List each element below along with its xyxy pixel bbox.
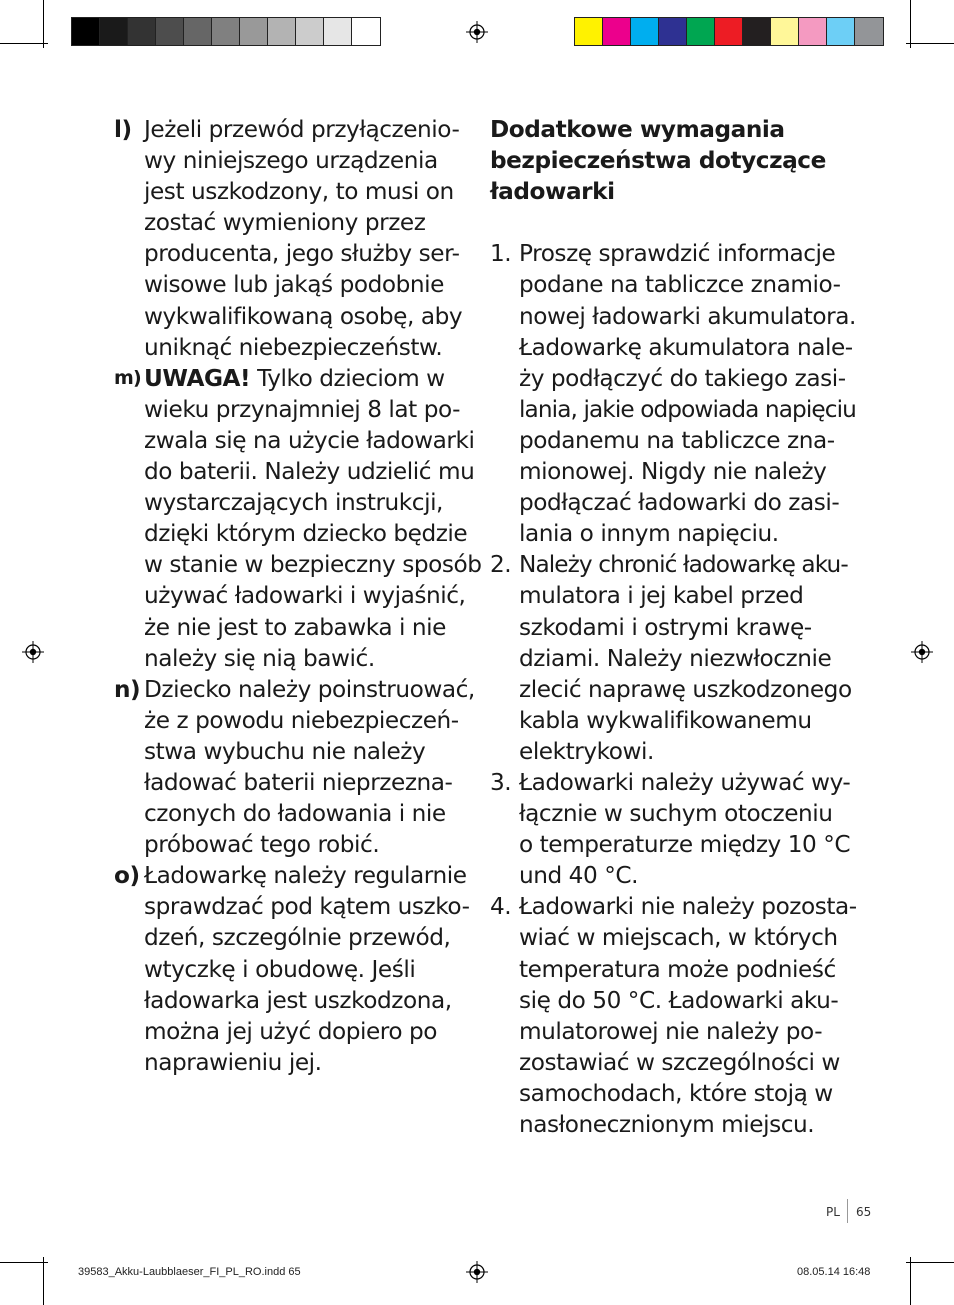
heading-line: bezpieczeństwa dotyczące xyxy=(490,147,826,175)
heading-line: Dodatkowe wymagania xyxy=(490,116,785,143)
color-swatch xyxy=(575,18,603,45)
item-line: używać ładowarki i wyjaśnić, xyxy=(144,582,466,610)
item-line: należy się nią bawić. xyxy=(144,644,375,672)
item-line: zostać wymieniony przez xyxy=(144,209,426,237)
item-line: zwala się na użycie ładowarki xyxy=(144,426,475,454)
registration-mark-left xyxy=(22,641,44,663)
item-line: w stanie w bezpieczny sposób xyxy=(144,551,482,579)
item-number: 4. xyxy=(490,893,512,921)
color-swatch xyxy=(799,18,827,45)
item-line: do baterii. Należy udzielić mu xyxy=(144,458,475,486)
gray-swatch xyxy=(184,18,212,45)
registration-mark-bottom xyxy=(466,1261,488,1283)
item-line: że z powodu niebezpieczeń- xyxy=(144,706,459,734)
item-line: wieku przynajmniej 8 lat po- xyxy=(144,395,461,423)
numbered-item-4 xyxy=(490,891,857,1140)
grayscale-color-bar xyxy=(71,17,381,46)
item-line: dzeń, szczególnie przewód, xyxy=(144,924,451,952)
item-line: się do 50 °C. Ładowarki aku- xyxy=(519,986,839,1014)
item-line: wiać w miejscach, w których xyxy=(519,924,838,952)
item-number: 2. xyxy=(490,551,512,579)
item-line: ładować baterii nieprzezna- xyxy=(144,768,453,796)
color-swatch xyxy=(659,18,687,45)
gray-swatch xyxy=(240,18,268,45)
color-swatch xyxy=(771,18,799,45)
item-line: ładowarka jest uszkodzona, xyxy=(144,986,452,1014)
gray-swatch xyxy=(72,18,100,45)
gray-swatch xyxy=(100,18,128,45)
item-line: wisowe lub jakąś podobnie xyxy=(144,271,444,299)
item-line: kabla wykwalifikowanemu xyxy=(519,706,812,734)
gray-swatch xyxy=(156,18,184,45)
item-line: wy niniejszego urządzenia xyxy=(144,147,438,175)
item-line xyxy=(144,363,474,394)
color-swatch xyxy=(603,18,631,45)
item-line: Ładowarkę należy regularnie xyxy=(144,862,467,890)
item-line: nasłonecznionym miejscu. xyxy=(519,1111,815,1138)
item-line: zlecić naprawę uszkodzonego xyxy=(519,675,852,703)
process-color-bar xyxy=(574,17,884,46)
item-line: mulatora i jej kabel przed xyxy=(519,582,804,610)
item-line: Ładowarki nie należy pozosta- xyxy=(519,893,857,921)
item-line: wystarczających instrukcji, xyxy=(144,489,443,517)
gray-swatch xyxy=(268,18,296,45)
item-line: ży podłączyć do takiego zasi- xyxy=(519,364,846,392)
numbered-item-2 xyxy=(490,549,850,767)
item-line: Proszę sprawdzić informacje xyxy=(519,240,836,268)
item-line: und 40 °C. xyxy=(519,862,639,890)
color-swatch xyxy=(715,18,743,45)
section-heading xyxy=(490,114,850,207)
item-line: Dziecko należy poinstruować, xyxy=(144,675,475,703)
item-line: o temperaturze między 10 °C xyxy=(519,831,851,859)
registration-mark-right xyxy=(911,641,933,663)
safety-item-o xyxy=(114,860,474,1078)
numbered-item-3 xyxy=(490,767,850,891)
gray-swatch xyxy=(352,18,380,45)
item-line: jest uszkodzony, to musi on xyxy=(144,178,454,206)
slug-filename: 39583_Akku-Laubblaeser_FI_PL_RO.indd 65 xyxy=(78,1266,301,1278)
item-line: dziami. Należy niezwłocznie xyxy=(519,644,832,672)
safety-item-n xyxy=(114,674,474,861)
item-line: nowej ładowarki akumulatora. xyxy=(519,302,856,330)
item-number: 3. xyxy=(490,768,512,796)
gray-swatch xyxy=(128,18,156,45)
gray-swatch xyxy=(296,18,324,45)
item-line: elektrykowi. xyxy=(519,737,654,765)
color-swatch xyxy=(855,18,883,45)
item-line: wtyczkę i obudowę. Jeśli xyxy=(144,955,416,983)
item-line: szkodami i ostrymi krawę- xyxy=(519,613,812,641)
item-line: czonych do ładowania i nie xyxy=(144,800,446,828)
slug-timestamp: 08.05.14 16:48 xyxy=(797,1266,871,1278)
item-label: l) xyxy=(114,116,132,143)
color-swatch xyxy=(687,18,715,45)
item-line: że nie jest to zabawka i nie xyxy=(144,613,446,641)
item-line: podane na tabliczce znamio- xyxy=(519,271,841,299)
gray-swatch xyxy=(212,18,240,45)
item-line: mulatorowej nie należy po- xyxy=(519,1017,823,1045)
item-line: producenta, jego służby ser- xyxy=(144,240,460,268)
spacer xyxy=(490,207,850,238)
item-line: sprawdzać pod kątem uszko- xyxy=(144,893,470,921)
item-line: Ładowarki należy używać wy- xyxy=(519,768,851,796)
warning-label: UWAGA! xyxy=(144,364,251,392)
item-line: lania, jakie odpowiada napięciu xyxy=(519,395,856,423)
item-label: o) xyxy=(114,862,140,890)
item-line: temperatura może podnieść xyxy=(519,955,836,983)
item-line: próbować tego robić. xyxy=(144,831,380,859)
item-line: uniknąć niebezpieczeństw. xyxy=(144,333,443,361)
item-line: wykwalifikowaną osobę, aby xyxy=(144,302,463,330)
item-line: łącznie w suchym otoczeniu xyxy=(519,800,833,828)
color-swatch xyxy=(827,18,855,45)
left-column xyxy=(114,114,482,1078)
color-swatch xyxy=(631,18,659,45)
item-line-rest: Tylko dzieciom w xyxy=(250,364,445,392)
right-column xyxy=(490,114,857,1140)
item-line: stwa wybuchu nie należy xyxy=(144,737,426,765)
page-number: 65 xyxy=(856,1205,872,1219)
safety-item-m xyxy=(114,363,482,674)
item-line: podanemu na tabliczce zna- xyxy=(519,426,835,454)
item-label: n) xyxy=(114,675,141,703)
item-line: Jeżeli przewód przyłączenio- xyxy=(144,116,460,143)
item-line: Ładowarkę akumulatora nale- xyxy=(519,333,853,361)
item-line: zostawiać w szczególności w xyxy=(519,1048,840,1076)
numbered-item-1 xyxy=(490,238,856,549)
language-code: PL xyxy=(826,1205,840,1219)
safety-item-l xyxy=(114,114,474,363)
gray-swatch xyxy=(324,18,352,45)
item-line: samochodach, które stoją w xyxy=(519,1079,833,1107)
registration-mark-top xyxy=(466,21,488,43)
heading-line: ładowarki xyxy=(490,178,615,206)
folio-divider xyxy=(847,1199,848,1223)
item-line: dzięki którym dziecko będzie xyxy=(144,520,468,548)
item-line: naprawieniu jej. xyxy=(144,1048,322,1076)
item-line: mionowej. Nigdy nie należy xyxy=(519,458,827,486)
item-label: m) xyxy=(114,366,141,389)
item-line: można jej użyć dopiero po xyxy=(144,1017,438,1045)
item-line: lania o innym napięciu. xyxy=(519,520,779,548)
color-swatch xyxy=(743,18,771,45)
item-number: 1. xyxy=(490,240,512,268)
item-line: podłączać ładowarki do zasi- xyxy=(519,489,840,517)
item-line: Należy chronić ładowarkę aku- xyxy=(519,551,848,579)
